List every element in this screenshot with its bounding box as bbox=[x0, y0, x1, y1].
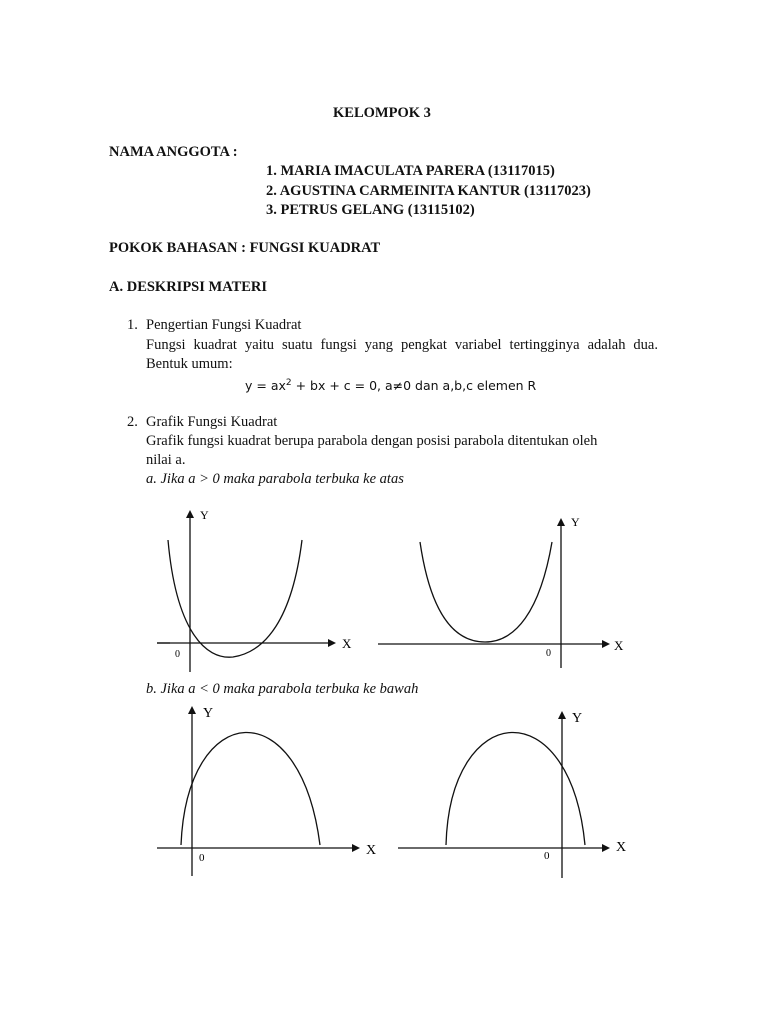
member-item: 3. PETRUS GELANG (13115102) bbox=[266, 202, 475, 218]
graph-downward-2 bbox=[398, 713, 608, 878]
parabola-down-curve bbox=[446, 732, 585, 845]
y-axis-label: Y bbox=[572, 711, 583, 726]
item1-number: 1. bbox=[127, 317, 138, 333]
members-label: NAMA ANGGOTA : bbox=[109, 144, 238, 160]
origin-label: 0 bbox=[175, 649, 180, 660]
item1-title: Pengertian Fungsi Kuadrat bbox=[146, 317, 302, 333]
parabola-up-curve bbox=[168, 540, 302, 657]
parabola-up-curve bbox=[420, 542, 552, 642]
item1-definition: Fungsi kuadrat yaitu suatu fungsi yang pengkat variabel tertingginya adalah dua. bbox=[146, 337, 658, 353]
graph-downward-1 bbox=[157, 708, 358, 876]
item1-general-form-label: Bentuk umum: bbox=[146, 356, 233, 372]
item2-description-cont: nilai a. bbox=[146, 452, 186, 468]
case-b-text: b. Jika a < 0 maka parabola terbuka ke bawah bbox=[146, 681, 419, 697]
member-item: 1. MARIA IMACULATA PARERA (13117015) bbox=[266, 163, 555, 179]
x-axis-label: X bbox=[342, 636, 352, 651]
origin-label: 0 bbox=[199, 852, 205, 864]
y-axis-label: Y bbox=[200, 508, 209, 522]
item2-description: Grafik fungsi kuadrat berupa parabola dengan posisi parabola ditentukan oleh bbox=[146, 433, 598, 449]
section-a-heading: A. DESKRIPSI MATERI bbox=[109, 279, 268, 295]
x-axis-label: X bbox=[614, 638, 624, 653]
x-axis-label: X bbox=[366, 843, 377, 858]
origin-label: 0 bbox=[546, 648, 551, 659]
general-form-formula: $y = ax^2$ + bx + c = 0, a≠0 dan a,b,c elemen R bbox=[245, 378, 537, 394]
origin-label: 0 bbox=[544, 850, 550, 862]
y-axis-label: Y bbox=[571, 515, 580, 529]
item2-number: 2. bbox=[127, 414, 138, 430]
topic-heading: POKOK BAHASAN : FUNGSI KUADRAT bbox=[109, 240, 381, 256]
case-a-text: a. Jika a > 0 maka parabola terbuka ke atas bbox=[146, 471, 404, 487]
graph-upward-1 bbox=[157, 512, 334, 672]
page-title: KELOMPOK 3 bbox=[333, 105, 431, 121]
item2-title: Grafik Fungsi Kuadrat bbox=[146, 414, 278, 430]
x-axis-label: X bbox=[616, 840, 627, 855]
member-item: 2. AGUSTINA CARMEINITA KANTUR (13117023) bbox=[266, 183, 591, 199]
parabola-down-curve bbox=[181, 732, 320, 845]
y-axis-label: Y bbox=[203, 706, 214, 721]
graph-upward-2 bbox=[378, 520, 608, 668]
